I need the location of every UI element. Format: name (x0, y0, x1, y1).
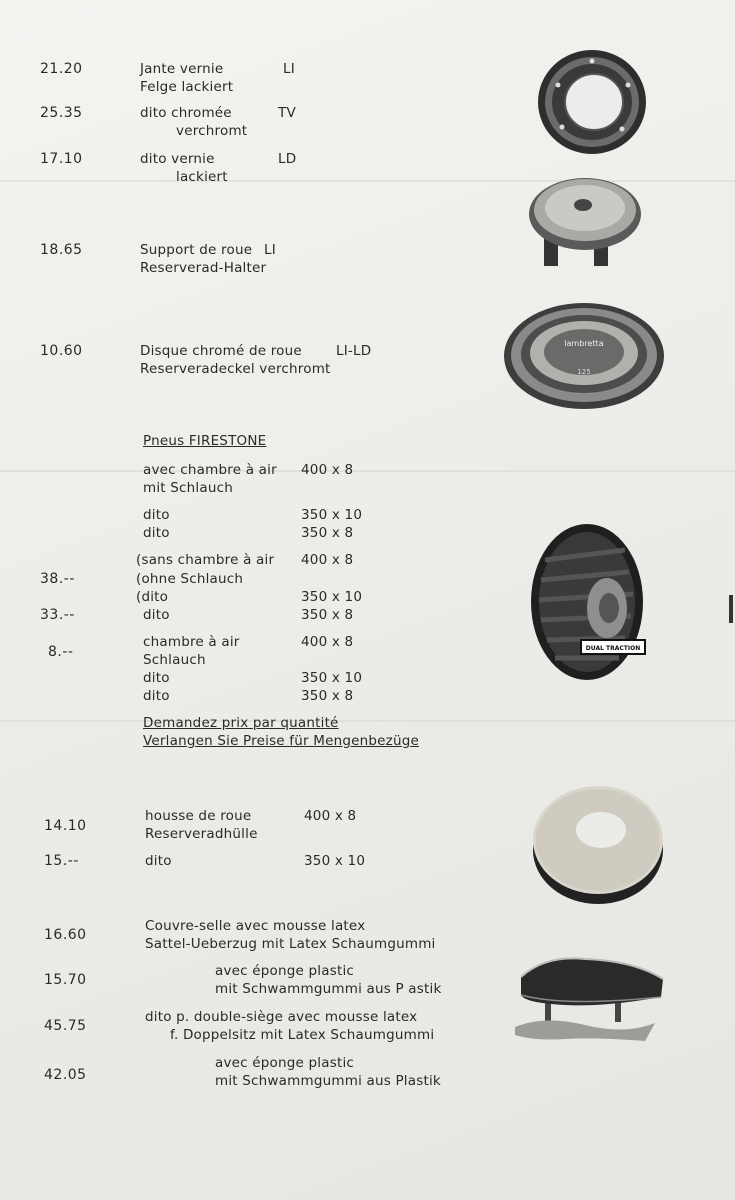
disc-image (503, 300, 665, 410)
chrome-fr: dito chromée (140, 105, 232, 121)
seat-line3-fr: dito p. double-siège avec mousse latex (145, 1009, 418, 1025)
tires-tubeless-dito: (dito (136, 589, 169, 605)
rim-de: Felge lackiert (140, 79, 234, 95)
seat-line4-de: mit Schwammgummi aus Plastik (215, 1073, 441, 1089)
painted-fr: dito vernie (140, 151, 215, 167)
disc-code: LI-LD (336, 343, 372, 359)
price-painted: 17.10 (40, 151, 83, 167)
support-de: Reserverad-Halter (140, 260, 267, 276)
chrome-de: verchromt (176, 123, 248, 139)
tires-size6: 350 x 8 (301, 607, 354, 623)
painted-code: LD (278, 151, 297, 167)
seat-line2-fr: avec éponge plastic (215, 963, 355, 979)
tires-tubeless-fr: (sans chambre à air (136, 552, 275, 568)
tires-heading: Pneus FIRESTONE (143, 433, 267, 449)
tires-dito2: dito (143, 525, 170, 541)
tires-dito4: dito (143, 670, 170, 686)
price-disc: 10.60 (40, 343, 83, 359)
chrome-code: TV (278, 105, 296, 121)
seat-cover-image (505, 945, 670, 1045)
price-tire3: 8.-- (48, 644, 74, 660)
tires-tube-de: mit Schlauch (143, 480, 233, 496)
wheel-cover-image (530, 778, 666, 908)
edge-mark (729, 595, 733, 623)
price-cover2: 15.-- (44, 853, 79, 869)
disc-de: Reserveradeckel verchromt (140, 361, 331, 377)
price-support: 18.65 (40, 242, 83, 258)
tires-tube-fr: avec chambre à air (143, 462, 277, 478)
price-tire1: 38.-- (40, 571, 75, 587)
paper-crease (0, 720, 735, 722)
price-seat3: 45.75 (44, 1018, 87, 1034)
rim-image (530, 45, 654, 160)
cover-dito: dito (145, 853, 172, 869)
price-rim: 21.20 (40, 61, 83, 77)
cover-size1: 400 x 8 (304, 808, 357, 824)
tires-tubeless-de: (ohne Schlauch (136, 571, 244, 587)
support-fr: Support de roue (140, 242, 253, 258)
support-code: LI (264, 242, 276, 258)
tires-size4: 400 x 8 (301, 552, 354, 568)
disc-fr: Disque chromé de roue (140, 343, 302, 359)
painted-de: lackiert (176, 169, 228, 185)
cover-size2: 350 x 10 (304, 853, 366, 869)
tires-size7: 400 x 8 (301, 634, 354, 650)
tires-inner-fr: chambre à air (143, 634, 240, 650)
price-seat4: 42.05 (44, 1067, 87, 1083)
price-chrome: 25.35 (40, 105, 83, 121)
seat-line1-fr: Couvre-selle avec mousse latex (145, 918, 366, 934)
rim-fr: Jante vernie (140, 61, 224, 77)
price-cover1: 14.10 (44, 818, 87, 834)
rim-code: LI (283, 61, 295, 77)
tires-inner-de: Schlauch (143, 652, 206, 668)
tires-note-fr: Demandez prix par quantité (143, 715, 339, 731)
seat-line3-de: f. Doppelsitz mit Latex Schaumgummi (170, 1027, 435, 1043)
price-seat1: 16.60 (44, 927, 87, 943)
tire-label: DUAL TRACTION (585, 645, 641, 652)
disc-brand: lambretta (564, 339, 604, 348)
cover-fr: housse de roue (145, 808, 252, 824)
seat-line2-de: mit Schwammgummi aus P astik (215, 981, 442, 997)
cover-de: Reserveradhülle (145, 826, 258, 842)
tires-size2: 350 x 10 (301, 507, 363, 523)
tires-size3: 350 x 8 (301, 525, 354, 541)
tires-dito1: dito (143, 507, 170, 523)
seat-line1-de: Sattel-Ueberzug mit Latex Schaumgummi (145, 936, 436, 952)
price-seat2: 15.70 (44, 972, 87, 988)
tires-note-de: Verlangen Sie Preise für Mengenbezüge (143, 733, 419, 749)
tires-size8: 350 x 10 (301, 670, 363, 686)
disc-size-mark: 125 (577, 368, 591, 376)
tires-dito3: dito (143, 607, 170, 623)
seat-line4-fr: avec éponge plastic (215, 1055, 355, 1071)
support-image (528, 172, 642, 268)
tire-image (525, 520, 650, 685)
paper-crease (0, 470, 735, 472)
tires-size5: 350 x 10 (301, 589, 363, 605)
tires-dito5: dito (143, 688, 170, 704)
tires-size9: 350 x 8 (301, 688, 354, 704)
price-tire2: 33.-- (40, 607, 75, 623)
tires-size1: 400 x 8 (301, 462, 354, 478)
